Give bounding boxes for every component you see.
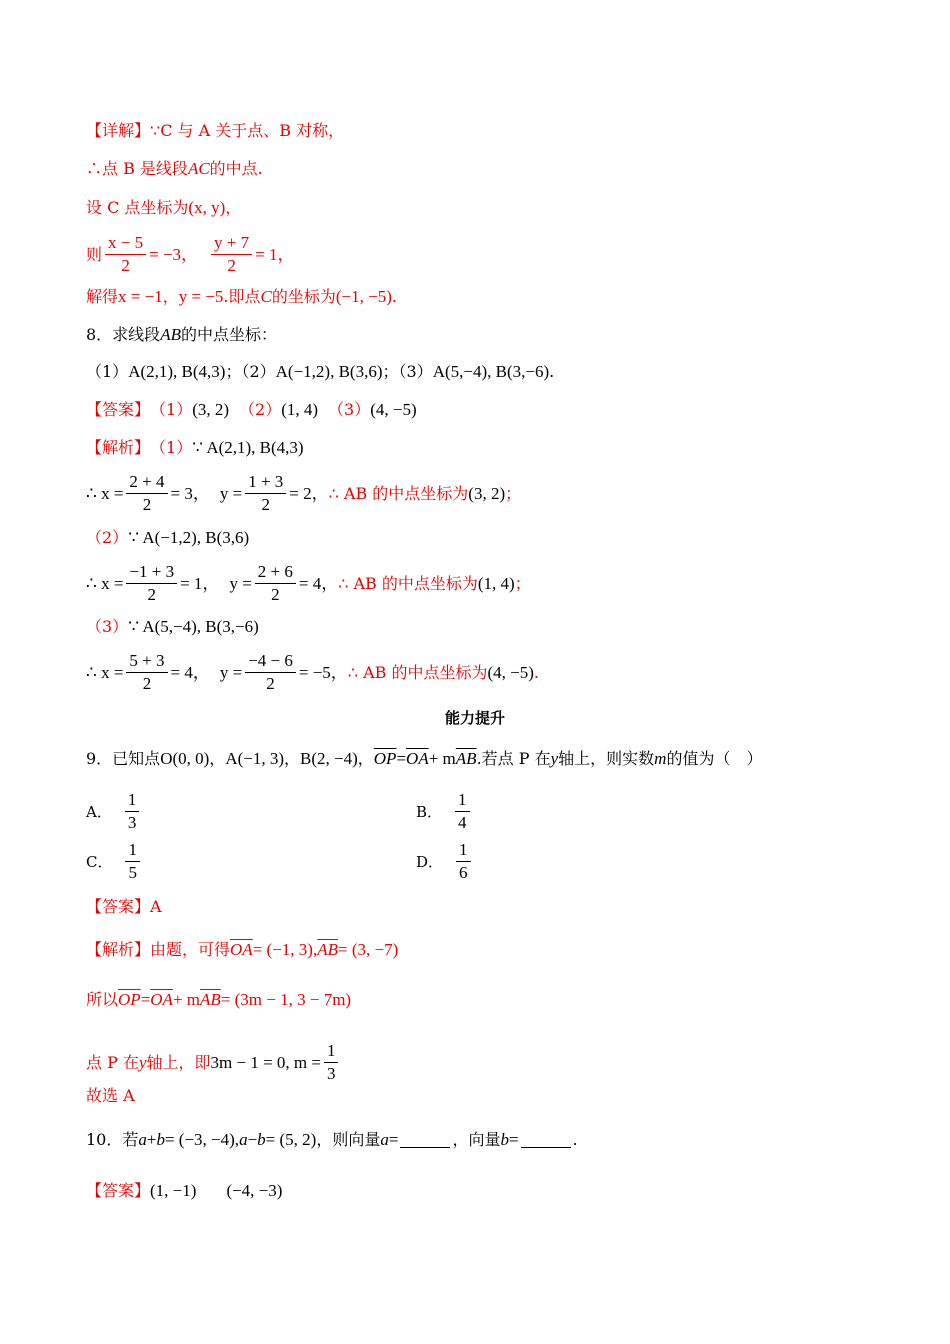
q9-analysis-4: 故选 A — [86, 1086, 135, 1105]
analysis-tag: 【解析】 — [86, 940, 151, 959]
choice-d[interactable]: D． $\frac{1}{6}$ — [416, 839, 474, 884]
detail-line-4: 则 $\frac{x - 5}{2}$ = −3， $\frac{y + 7}{2}$ = 1， — [86, 233, 295, 275]
q8-parts: （1） A(2,1), B(4,3) ；（2） A(−1,2), B(3,6) ；（3） A(5,−4), B(3,−6) . — [86, 362, 555, 381]
choice-a[interactable]: A． $\frac{1}{3}$ — [86, 789, 142, 834]
fraction: $\frac{1}{3}$ — [324, 1040, 339, 1085]
fraction: $\frac{1}{5}$ — [125, 839, 140, 884]
q9-stem: 9．已知点 O(0, 0) ， A(−1, 3) ， B(2, −4) ， $\overline{OP}$ = $\overline{OA}$ + m $\overline{AB}$ .若点 P 在 y 轴上，则实数 m 的值为（ ） — [86, 749, 763, 768]
fraction: $\frac{1}{3}$ — [125, 789, 140, 834]
fraction: $\frac{5 + 3}{2}$ — [126, 650, 167, 695]
detail-tag: 【详解】 — [86, 121, 151, 140]
q9-analysis-1: 【解析】 由题，可得 $\overline{OA}$ = (−1, 3), $\overline{AB}$ = (3, −7) — [86, 940, 399, 959]
q8-step-2: ∴ x = $\frac{-1 + 3}{2}$ = 1， y = $\frac{2 + 6}{2}$ = 4， ∴ AB 的中点坐标为 (1, 4) ； — [86, 562, 531, 604]
q8-analysis-3: （3） ∵ A(5,−4), B(3,−6) — [86, 617, 259, 636]
q10-answer: 【答案】 (1, −1) (−4, −3) — [86, 1181, 283, 1200]
answer-tag: 【答案】 — [86, 897, 151, 916]
detail-line-2: ∴点 B 是线段 AC 的中点. — [86, 159, 263, 178]
fraction: $\frac{1 + 3}{2}$ — [245, 471, 286, 516]
analysis-tag: 【解析】 — [86, 438, 151, 457]
answer-tag: 【答案】 — [86, 400, 151, 419]
detail-line-1 — [86, 121, 344, 141]
answer-tag: 【答案】 — [86, 1181, 151, 1200]
fraction: $\frac{-1 + 3}{2}$ — [126, 561, 177, 606]
section-title: 能力提升 — [444, 709, 505, 727]
fraction: $\frac{-4 - 6}{2}$ — [245, 650, 296, 695]
answer-blank-a[interactable] — [400, 1133, 450, 1148]
q8-analysis-1: 【解析】 （1） ∵ A(2,1), B(4,3) — [86, 438, 304, 457]
fraction: $\frac{1}{6}$ — [456, 839, 471, 884]
fraction: $\frac{x - 5}{2}$ — [105, 232, 146, 277]
q9-analysis-3: 点 P 在 y 轴上，即 3m − 1 = 0, m = $\frac{1}{3}$ — [86, 1040, 341, 1085]
detail-text: ∵C 与 A 关于点、B 对称， — [150, 121, 345, 140]
q9-analysis-2: 所以 $\overline{OP}$ = $\overline{OA}$ + m $\overline{AB}$ = (3m − 1, 3 − 7m) — [86, 990, 352, 1009]
q9-answer: 【答案】 A — [86, 897, 162, 916]
fraction: $\frac{2 + 6}{2}$ — [255, 561, 296, 606]
detail-line-3: 设 C 点坐标为 (x, y) ， — [86, 198, 242, 217]
fraction: $\frac{1}{4}$ — [455, 789, 470, 834]
fraction: $\frac{y + 7}{2}$ — [211, 232, 252, 277]
q8-step-3: ∴ x = $\frac{5 + 3}{2}$ = 4， y = $\frac{-4 - 6}{2}$ = −5， ∴ AB 的中点坐标为 (4, −5) . — [86, 651, 539, 693]
q8-analysis-2: （2） ∵ A(−1,2), B(3,6) — [86, 528, 250, 547]
q8-step-1: ∴ x = $\frac{2 + 4}{2}$ = 3， y = $\frac{1 + 3}{2}$ = 2， ∴ AB 的中点坐标为 (3, 2) ； — [86, 472, 522, 514]
q10-stem: 10．若 a + b = (−3, −4), a − b = (5, 2) ，则向量 a = ，向量 b = . — [86, 1130, 578, 1149]
choice-b[interactable]: B． $\frac{1}{4}$ — [416, 789, 473, 834]
q8-answer: 【答案】 （1） (3, 2) （2） (1, 4) （3） (4, −5) — [86, 400, 417, 419]
q8-stem: 8．求线段 AB 的中点坐标： — [86, 325, 277, 344]
answer-blank-b[interactable] — [521, 1133, 571, 1148]
fraction: $\frac{2 + 4}{2}$ — [126, 471, 167, 516]
choice-c[interactable]: C． $\frac{1}{5}$ — [86, 839, 143, 884]
detail-line-5: 解得 x = −1 ， y = −5 .即点 C 的坐标为 (−1, −5) . — [86, 287, 397, 306]
